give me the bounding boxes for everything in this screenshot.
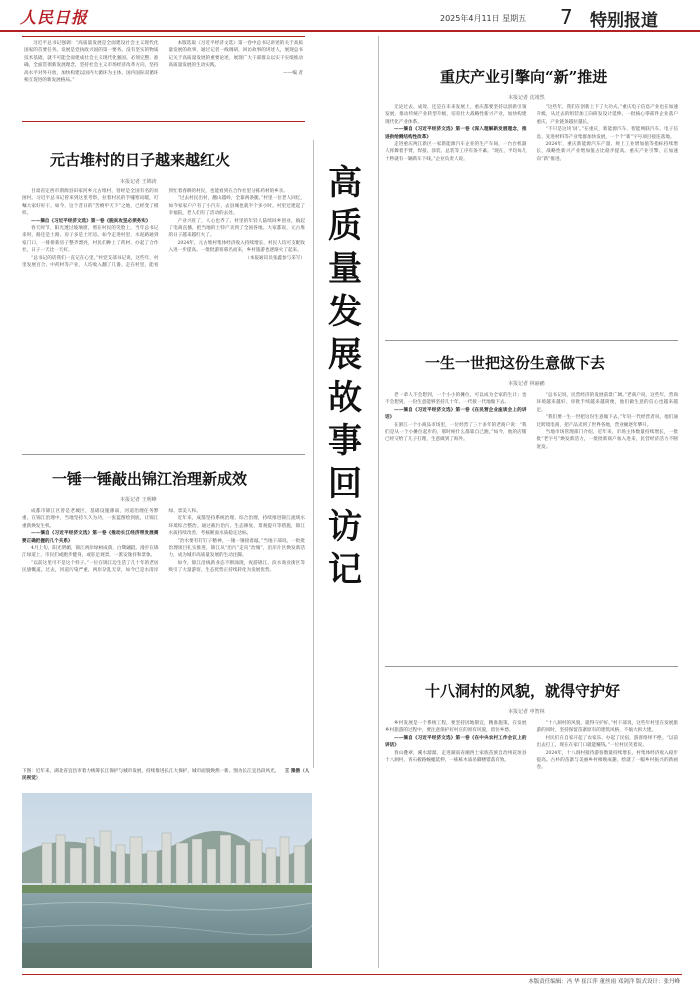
article-paragraph: 春天时节，阳光透过玻璃窗，照在村民的笑脸上。当年总书记来时，路还是土路，房子多是土坯房。如今走进村里，水泥路通到家门口，一排排新房子整齐漂亮，村民们种上了药材、办起了合作社，日子一天比一天好。 <box>22 226 159 254</box>
photo-credit: 王 豫摄（人民视觉） <box>22 769 310 781</box>
divider <box>385 666 678 667</box>
article-paragraph: 如今，锦江沿线新业态不断涌现，夜游锦江、滨水商业街区等吸引了大量游客，生态优势正持续转化为发展优势。 <box>168 560 305 574</box>
footer-rule <box>22 974 682 975</box>
article-paragraph: “总书记说，民营经济的发展前景广阔。”老商户说，这些年，营商环境越来越好，审批手续越来越简便，他们做生意的信心也越来越足。 <box>536 393 678 413</box>
series-title-char: 量 <box>328 249 362 289</box>
article-paragraph: 产业兴旺了，人心也齐了。村里的年轻人陆续回乡创业，搞起了电商直播，把当地的土特产卖到了全国各地。大家都说，元古堆的日子越来越红火了。 <box>168 218 305 239</box>
divider <box>22 454 305 455</box>
quote-source: ——摘自《习近平经济文选》第一卷《在民营企业座谈会上的讲话》 <box>385 407 527 421</box>
article-body <box>22 188 305 450</box>
article-note: （本报通讯员张鑫参与采写） <box>245 255 305 261</box>
divider <box>385 340 678 341</box>
article-paragraph: “治水要有钉钉子精神，一锤一锤接着敲。”当地干部说。一批批治理项目扎实推进，锦江从“治污”走向“治城”，沿岸片区焕发新活力，成为城市高质量发展的生动注脚。 <box>168 538 305 559</box>
article-byline: 本报记者 林丽鹂 <box>508 381 545 387</box>
city-riverside-photo <box>22 793 312 968</box>
series-title-char: 展 <box>328 335 362 375</box>
article-paragraph: 乡村发展是一个系统工程，要坚持因地制宜，精准施策。在发展乡村旅游的过程中，要注意保护好村庄的原有风貌，留住乡愁。 <box>385 721 527 734</box>
series-title-char: 访 <box>328 507 362 547</box>
newspaper-logo: 人民日报 <box>20 8 89 27</box>
quote-source: ——摘自《习近平经济文选》第一卷《推动长江经济带发展需要正确把握的几个关系》 <box>22 531 159 544</box>
series-title <box>318 162 372 722</box>
article-paragraph: “十八洞村的风貌，就得守护好。”村干部说，这些年村里在发展旅游的同时，坚持保留苗寨原有的建筑风格，不搞大拆大建。 <box>536 721 678 734</box>
article-paragraph: 春山叠翠，溪水潺潺。走进湖南省湘西土家族苗族自治州花垣县十八洞村，青石板路蜿蜒延伸，一栋栋木质吊脚楼错落有致。 <box>385 750 527 764</box>
quote-source: ——摘自《习近平经济文选》第一卷《在中央农村工作会议上的讲话》 <box>385 735 527 749</box>
editor-credits: 本版责任编辑：冯 华 崔江萍 董丝雨 邓剑洋 版式设计：张丹峰 <box>528 979 680 985</box>
article-paragraph: 老一辈人不会想到，一个小小的摊位，可以成为全家的生计；也不会想到，一份生意能够坚持几十年，一代接一代地做下去。 <box>385 393 527 406</box>
article-body <box>385 720 678 968</box>
article-headline: 一生一世把这份生意做下去 <box>425 354 606 372</box>
article-paragraph: 4月上旬，阳光明媚，锦江两岸绿树成荫，白鹭翩跹。漫步在锦江绿道上，市民们或跑步健身，或驻足观景，一派安逸祥和景象。 <box>22 546 159 559</box>
article-paragraph: “不只是这块‘屏’。”在重庆，新能源汽车、智能网联汽车、电子信息、先进材料等产业集群加快发展，一个个“新”字号项目接连落地。 <box>536 127 678 140</box>
article-paragraph: 成都市锦江区曾是老城区，基础设施薄弱，河道治理任务繁重。在锦江治理中，当地坚持久久为功，一张蓝图绘到底，让锦江重新焕发生机。 <box>22 509 159 529</box>
intro-paragraph: 习近平总书记强调：“高质量发展是全面建设社会主义现代化国家的首要任务。发展是党执政兴国的第一要务。没有坚实的物质技术基础，就不可能全面建成社会主义现代化强国。必须完整、准确、全面贯彻新发展理念，坚持社会主义市场经济改革方向，坚持高水平对外开放，加快构建以国内大循环为主体、国内国际双循环相互促进的新发展格局。” <box>24 41 159 84</box>
article-body <box>385 104 678 336</box>
article-body <box>22 508 305 762</box>
series-title-char: 记 <box>328 550 362 590</box>
article-paragraph: “这些年，我们在创新上下了大功夫。”重庆电子信息产业也在加速升级，从过去的组装加工向研发设计延伸。一批核心零部件企业落户重庆，产业链条越拉越长。 <box>536 105 678 125</box>
section-name: 特别报道 <box>590 11 658 31</box>
article-paragraph: 走进重庆两江新区一家新能源汽车企业的生产车间，一台台机器人挥舞着手臂，焊接、涂装、总装等工序有条不紊。“现在，平均每几十秒就有一辆新车下线。”企业负责人说。 <box>385 142 527 162</box>
article-byline: 本报记者 沈靖然 <box>508 95 545 101</box>
photo-illustration <box>22 793 312 968</box>
column-divider <box>378 36 379 968</box>
photo-caption <box>22 768 312 790</box>
article-paragraph: “我们要一生一世把这份生意做下去。”年轻一代经营者说，他们通过跨境电商，把产品卖到了世界各地，营业额逐年攀升。 <box>536 415 678 428</box>
article-byline: 本报记者 申智林 <box>508 709 545 715</box>
article-paragraph: 2024年，元古堆村集体经济收入持续增长，村民人均可支配收入进一步提高。一批批游客慕名而来，乡村旅游也逐渐火了起来。 <box>168 240 305 254</box>
article-paragraph: 村民们在自家开起了农家乐、办起了民宿，游客络绎不绝。“以前出去打工，现在在家门口就能赚钱。”一位村民笑着说。 <box>536 735 678 749</box>
article-paragraph: 当地市场管理部门介绍，近年来，市场主体数量持续增长，一批批“老字号”焕发新活力，一批批新商户加入进来，民营经济活力不断迸发。 <box>536 430 678 450</box>
article-paragraph: 在浙江一个小商品市场里，一位经营了三十多年的老商户说：“我们是从一个小摊位起步的，那时候什么都靠自己跑。”如今，他的店铺已经交给了儿子打理，生意做到了海外。 <box>385 422 527 443</box>
article-headline: 一锤一锤敲出锦江治理新成效 <box>52 470 248 488</box>
series-title-char: 发 <box>328 292 362 332</box>
series-title-char: 高 <box>328 163 362 203</box>
article-headline: 重庆产业引擎向“新”推进 <box>440 68 608 86</box>
intro-paragraph: 本版选取《习近平经济文选》第一卷中总书记讲述的关于高质量发展的故事，通过记者一线调研，回访故事的讲述人，展现总书记关于高质量发展的重要论述，展现广大干部群众以实干实绩推动高质量发展的生动实践。 <box>168 41 303 69</box>
quote-source: ——摘自《习近平经济文选》第一卷《脱贫攻坚必须务实》 <box>31 218 151 224</box>
article-paragraph: 2024年，十八洞村接待游客数量持续增长，村集体经济收入稳步提高。古朴的苗寨与美丽乡村相映成趣，绘就了一幅乡村振兴的新画卷。 <box>536 750 678 771</box>
article-paragraph: “总书记的话我们一直记在心里。”村党支部书记说，这些年，村里发展百合、中药材等产业，人均收入翻了几番。走在村里，能看到忙着春耕的村民，也能看到在合作社里分拣药材的乡亲。 <box>22 189 288 269</box>
quote-source: ——摘自《习近平经济文选》第一卷《深入理解新发展理念，推进供给侧结构性改革》 <box>385 127 527 140</box>
article-paragraph: “过去村民出村，翻山越岭，全靠两条腿。”村里一位老人回忆，如今家家户户有了小汽车，去县城也就半个多小时。村里还建起了幸福院，老人们有了活动的去处。 <box>168 196 305 217</box>
issue-date: 2025年4月11日 星期五 <box>440 14 527 23</box>
article-body <box>385 392 678 662</box>
article-headline: 十八洞村的风貌，就得守护好 <box>425 682 621 700</box>
series-title-char: 质 <box>328 206 362 246</box>
article-paragraph: 2024年，重庆新能源汽车产量、规上工业增加值等指标持续增长，战略性新兴产业增加值占比稳步提高。重庆产业引擎，正加速向“新”推进。 <box>536 142 678 162</box>
article-headline: 元古堆村的日子越来越红火 <box>50 151 231 169</box>
series-title-char: 回 <box>328 464 362 504</box>
article-paragraph: 近年来，成都坚持系统治理、综合治理，持续推进锦江流域水环境综合整治。通过截污治污、生态修复、景观提升等措施，锦江水质持续改善，考核断面水质稳定达标。 <box>168 516 305 537</box>
editor-tag: ——编 者 <box>283 70 303 76</box>
masthead <box>0 0 700 32</box>
series-title-char: 事 <box>328 421 362 461</box>
series-title-char: 故 <box>328 378 362 418</box>
page-number: 7 <box>560 5 573 29</box>
article-paragraph: “以前这里可不是这个样子。”一位在锦江边生活了几十年的老居民感慨道。过去，河道污染严重，两岸杂乱无章，如今已是水清岸绿、景美人和。 <box>22 509 201 574</box>
intro-box <box>22 36 305 122</box>
article-paragraph: 甘肃省定西市渭源县田家河乡元古堆村，曾经是全国有名的贫困村。习近平总书记曾来到这里考察，拉着村民的手嘘寒问暖，叮嘱大家好好干。如今，这个昔日的“苦瘠甲天下”之地，已经变了模样。 <box>22 189 159 217</box>
article-byline: 本报记者 王明峰 <box>120 497 157 503</box>
column-divider <box>313 140 314 768</box>
article-byline: 本报记者 王锦涛 <box>120 179 157 185</box>
page-footer <box>0 974 700 989</box>
caption-text: 下图：近年来，湖北省宜昌市着力统筹长江保护与城市发展，持续推进长江大保护，城市面貌焕然一新。图为长江宜昌段风光。 <box>22 769 280 774</box>
article-paragraph: 无论过去、成效，还是在未来发展上，重庆都要坚持以创新引领发展，推动传统产业转型升级，培育壮大战略性新兴产业，加快构建现代化产业体系。 <box>385 105 527 125</box>
